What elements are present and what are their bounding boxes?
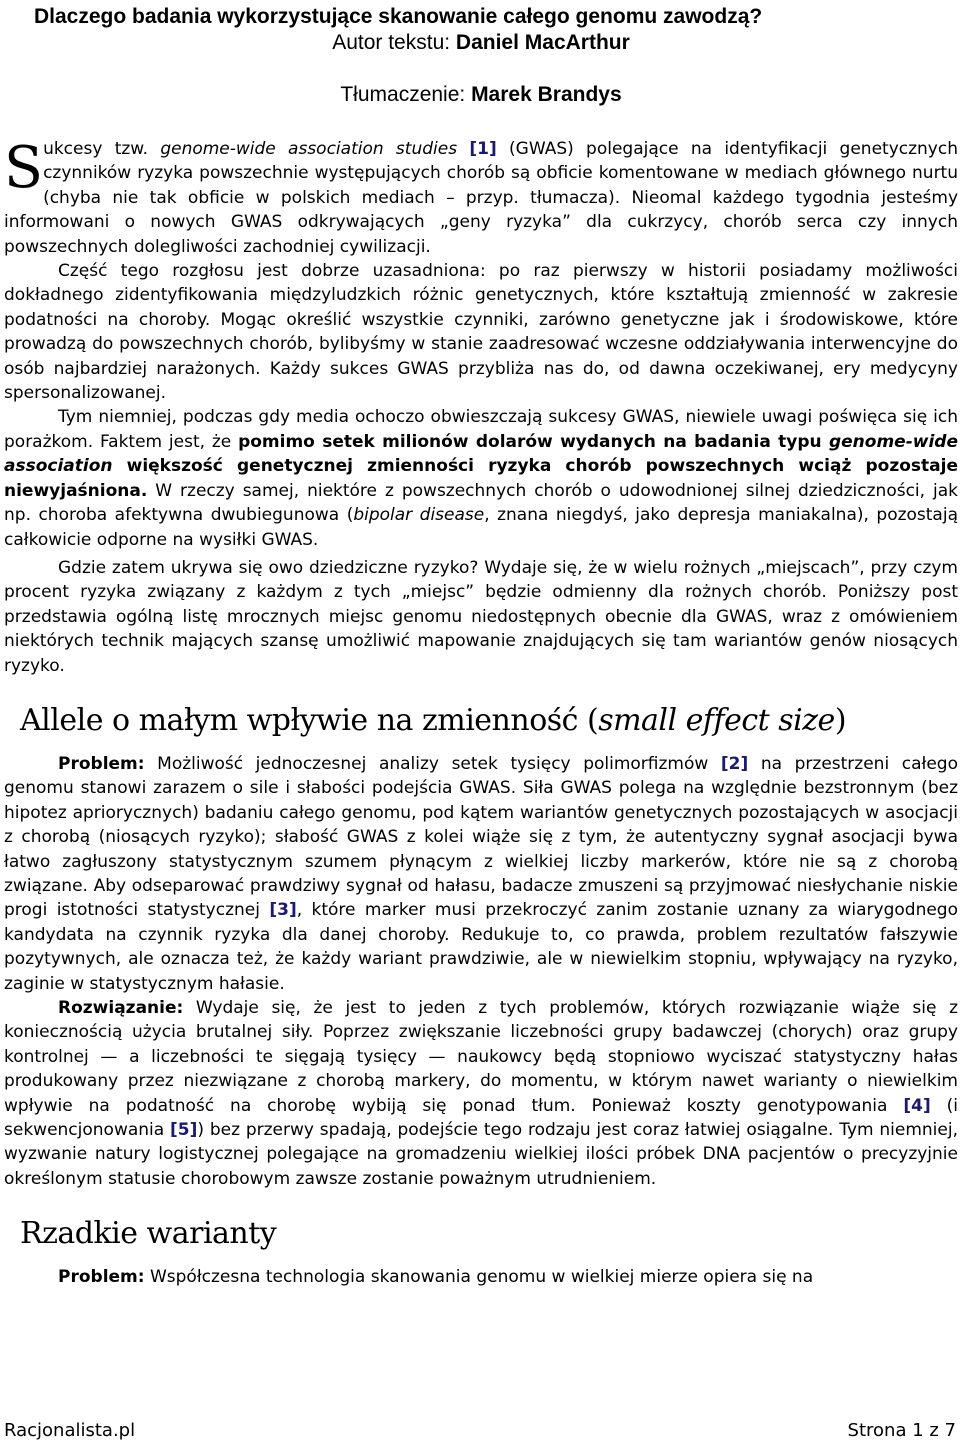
drop-cap: S <box>4 135 44 201</box>
intro-paragraph-2: Część tego rozgłosu jest dobrze uzasadniona: po raz pierwszy w historii posiadamy możliwości dokładnego zidentyfikowania międzyludzkich różnic genetycznych, które kształtują zmienność w zakresie podatności na choroby. Mogąc określić wszystkie czynniki, zarówno genetyczne jak i środowiskowe, które prowadzą do powszechnych chorób, bylibyśmy w stanie zaadresować wczesne oddziaływania interwencyjne do osób najbardziej narażonych. Każdy sukces GWAS przybliża nas do, od dawna oczekiwanej, ery medycyny spersonalizowanej. <box>4 261 958 404</box>
intro-paragraph-1: Sukcesy tzw. genome-wide association studies [1] (GWAS) polegające na identyfikacji genetycznych czynników ryzyka powszechnie występujących chorób są obficie komentowane w mediach głównego nurtu (chyba nie tak obficie w polskich mediach – przyp. tłumacza). Nieomal każdego tygodnia jesteśmy informowani o nowych GWAS odkrywających „geny ryzyka” dla cukrzycy, chorób serca czy innych powszechnych dolegliwości zachodniej cywilizacji. <box>4 135 958 257</box>
translator-name: Marek Brandys <box>471 83 622 106</box>
intro-paragraph-4: Gdzie zatem ukrywa się owo dziedziczne ryzyko? Wydaje się, że w wielu rożnych „miejscach”, przy czym procent ryzyka związany z każdym z tych „miejsc” będzie odmienny dla rożnych chorób. Poniższy post przedstawia ogólną listę mrocznych miejsc genomu niedostępnych obecnie dla GWAS, wraz z omówieniem niektórych technik mających szansę umożliwić mapowanie znajdujących się tam wariantów genów niosących ryzyko. <box>4 557 958 676</box>
document-title: Dlaczego badania wykorzystujące skanowanie całego genomu zawodzą? <box>34 5 763 28</box>
problem-label: Problem: <box>58 1267 145 1288</box>
section-heading-rare-variants: Rzadkie warianty <box>20 1216 277 1252</box>
footer-page-number: Strona 1 z 7 <box>847 1420 956 1441</box>
translator-label: Tłumaczenie: <box>340 83 472 106</box>
section1-solution-paragraph: Rozwiązanie: Wydaje się, że jest to jeden z tych problemów, których rozwiązanie wiąże się z koniecznością użycia brutalnej siły. Poprzez zwiększanie liczebności grupy badawczej (chorych) oraz grupy kontrolnej — a liczebności te sięgają tysięcy — naukowcy będą stopniowo wyciszać statystyczny hałas produkowany przez niezwiązane z chorobą markery, do momentu, w którym nawet warianty o niewielkim wpływie na podatność na chorobę wybiją się ponad tłum. Ponieważ koszty genotypowania [4] (i sekwencjonowania [5]) bez przerwy spadają, podejście tego rodzaju jest coraz łatwiej osiągalne. Tym niemniej, wyzwanie natury logistycznej polegające na gromadzeniu wielkiej ilości próbek DNA pacjentów o precyzyjnie określonym statusie chorobowym zawsze zostanie poważnym utrudnieniem. <box>4 998 958 1189</box>
ref-5-link[interactable]: [5] <box>170 1120 198 1141</box>
ref-1-link[interactable]: [1] <box>469 139 497 159</box>
section-heading-small-effect: Allele o małym wpływie na zmienność (small effect size) <box>20 702 847 738</box>
intro-paragraph-3: Tym niemniej, podczas gdy media ochoczo obwieszczają sukcesy GWAS, niewiele uwagi poświęca się ich porażkom. Faktem jest, że pomimo setek milionów dolarów wydanych na badania typu genome-wide association większość genetycznej zmienności ryzyka chorób powszechnych wciąż pozostaje niewyjaśniona. W rzeczy samej, niektóre z powszechnych chorób o udowodnionej silnej dziedziczności, jak np. choroba afektywna dwubiegunowa (bipolar disease, znana niegdyś, jako depresja maniakalna), pozostają całkowicie odporne na wysiłki GWAS. <box>4 407 958 550</box>
translator-line <box>4 82 958 108</box>
author-line <box>4 30 958 56</box>
ref-2-link[interactable]: [2] <box>720 753 749 774</box>
problem-label: Problem: <box>58 753 145 774</box>
author-label: Autor tekstu: <box>332 31 456 54</box>
page-footer <box>4 1419 956 1443</box>
document-page <box>4 0 958 1290</box>
solution-label: Rozwiązanie: <box>58 998 184 1018</box>
ref-4-link[interactable]: [4] <box>903 1095 931 1116</box>
section2-problem-paragraph: Problem: Współczesna technologia skanowania genomu w wielkiej mierze opiera się na <box>58 1267 814 1288</box>
author-name: Daniel MacArthur <box>455 31 630 54</box>
footer-site: Racjonalista.pl <box>4 1420 136 1441</box>
ref-3-link[interactable]: [3] <box>269 900 297 921</box>
section1-problem-paragraph: Problem: Możliwość jednoczesnej analizy setek tysięcy polimorfizmów [2] na przestrzeni całego genomu stanowi zarazem o sile i słabości podejścia GWAS. Siła GWAS polega na względnie bezstronnym (bez hipotez apriorycznych) badaniu całego genomu, pod kątem wariantów genetycznych pozostających w asocjacji z chorobą (niosących ryzyko); słabość GWAS z kolei wiąże się z tym, że autentyczny sygnał asocjacji bywa łatwo zagłuszony statystycznym szumem płynącym z wielkiej liczby markerów, które nie są z chorobą związane. Aby odseparować prawdziwy sygnał od hałasu, badacze zmuszeni są przyjmować niesłychanie niskie progi istotności statystycznej [3], które marker musi przekroczyć zanim zostanie uznany za wiarygodnego kandydata na czynnik ryzyka dla danej choroby. Redukuje to, co prawda, problem rezultatów fałszywie pozytywnych, ale oznacza też, że każdy wariant prawdziwie, ale w niewielkim stopniu, wpływający na ryzyko, zaginie w statystycznym hałasie. <box>4 753 958 994</box>
